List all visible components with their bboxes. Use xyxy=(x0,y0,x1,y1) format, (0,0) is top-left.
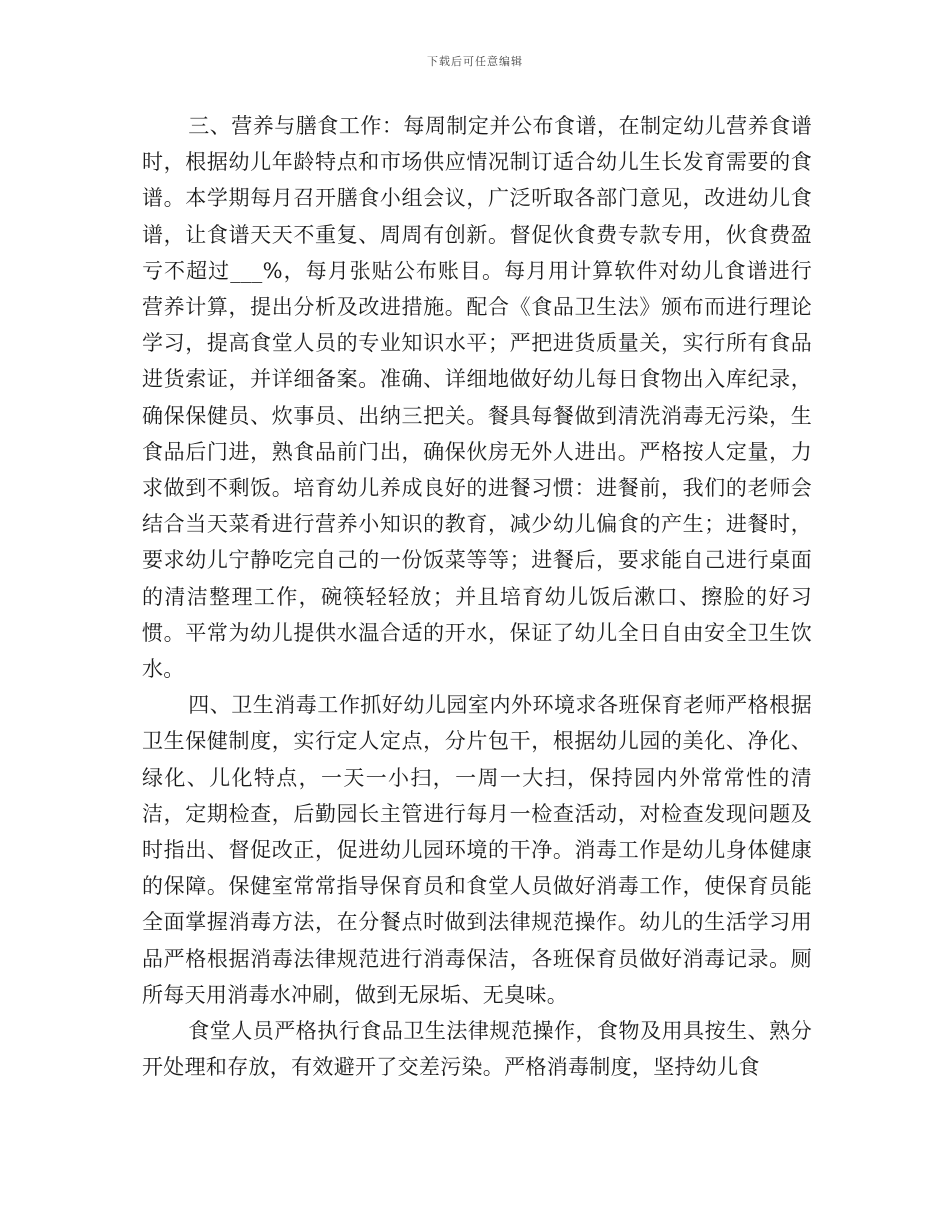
paragraph-hygiene: 四、卫生消毒工作抓好幼儿园室内外环境求各班保育老师严格根据卫生保健制度，实行定人定点，分片包干，根据幼儿园的美化、净化、绿化、儿化特点，一天一小扫，一周一大扫，保持园内外常常性的清洁，定期检查，后勤园长主管进行每月一检查活动，对检查发现问题及时指出、督促改正，促进幼儿园环境的干净。消毒工作是幼儿身体健康的保障。保健室常常指导保育员和食堂人员做好消毒工作，使保育员能全面掌握消毒方法，在分餐点时做到法律规范操作。幼儿的生活学习用品严格根据消毒法律规范进行消毒保洁，各班保育员做好消毒记录。厕所每天用消毒水冲刷，做到无尿垢、无臭味。 xyxy=(142,693,812,1007)
document-body xyxy=(142,108,812,1085)
paragraph-canteen: 食堂人员严格执行食品卫生法律规范操作，食物及用具按生、熟分开处理和存放，有效避开了交差污染。严格消毒制度，坚持幼儿食 xyxy=(142,1019,812,1080)
page-header: 下载后可任意编辑 xyxy=(427,55,523,68)
paragraph-nutrition: 三、营养与膳食工作：每周制定并公布食谱，在制定幼儿营养食谱时，根据幼儿年龄特点和市场供应情况制订适合幼儿生长发育需要的食谱。本学期每月召开膳食小组会议，广泛听取各部门意见，改进幼儿食谱，让食谱天天不重复、周周有创新。督促伙食费专款专用，伙食费盈亏不超过___%，每月张贴公布账目。每月用计算软件对幼儿食谱进行营养计算，提出分析及改进措施。配合《食品卫生法》颁布而进行理论学习，提高食堂人员的专业知识水平；严把进货质量关，实行所有食品进货索证，并详细备案。准确、详细地做好幼儿每日食物出入库纪录，确保保健员、炊事员、出纳三把关。餐具每餐做到清洗消毒无污染，生食品后门进，熟食品前门出，确保伙房无外人进出。严格按人定量，力求做到不剩饭。培育幼儿养成良好的进餐习惯：进餐前，我们的老师会结合当天菜肴进行营养小知识的教育，减少幼儿偏食的产生；进餐时，要求幼儿宁静吃完自己的一份饭菜等等；进餐后，要求能自己进行桌面的清洁整理工作，碗筷轻轻放；并且培育幼儿饭后漱口、擦脸的好习惯。平常为幼儿提供水温合适的开水，保证了幼儿全日自由安全卫生饮水。 xyxy=(142,114,812,682)
